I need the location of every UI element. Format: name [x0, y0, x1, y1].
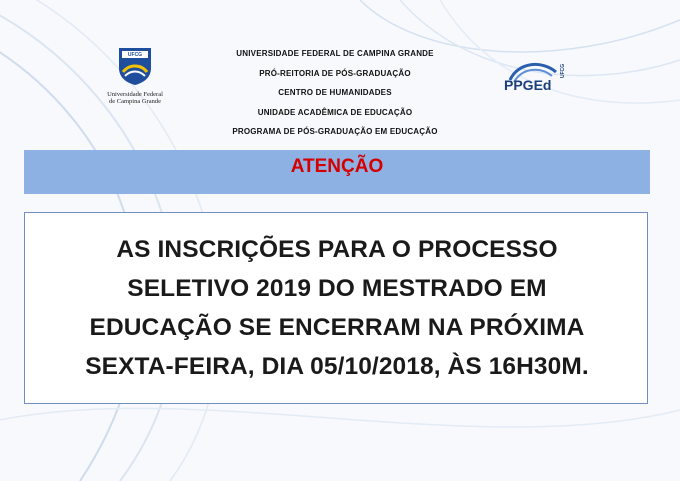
ppged-wordmark: PPGEd	[504, 77, 552, 93]
header-line-unit: UNIDADE ACADÊMICA DE EDUCAÇÃO	[257, 107, 413, 117]
ufcg-caption-2: de Campina Grande	[109, 98, 161, 105]
notice-line-3: EDUCAÇÃO SE ENCERRAM NA PRÓXIMA	[89, 314, 585, 341]
attention-banner	[24, 150, 650, 194]
institution-header	[170, 44, 500, 142]
ufcg-badge-text: UFCG	[127, 52, 143, 58]
header-line-prorectory: PRÓ-REITORIA DE PÓS-GRADUAÇÃO	[259, 68, 411, 78]
notice-message	[35, 230, 639, 386]
header-line-program: PROGRAMA DE PÓS-GRADUAÇÃO EM EDUCAÇÃO	[232, 127, 438, 136]
banner-title: ATENÇÃO	[290, 156, 384, 177]
notice-line-4: SEXTA-FEIRA, DIA 05/10/2018, ÀS 16H30M.	[85, 353, 589, 380]
header-line-center: CENTRO DE HUMANIDADES	[278, 88, 392, 97]
notice-box	[24, 212, 648, 404]
ufcg-logo	[100, 46, 170, 108]
header-line-university: UNIVERSIDADE FEDERAL DE CAMPINA GRANDE	[236, 49, 434, 58]
ppged-logo	[500, 56, 572, 100]
notice-line-1: AS INSCRIÇÕES PARA O PROCESSO	[116, 236, 558, 263]
ppged-side-text: UFCG	[560, 63, 566, 78]
ufcg-caption-1: Universidade Federal	[107, 91, 163, 98]
notice-line-2: SELETIVO 2019 DO MESTRADO EM	[127, 275, 547, 302]
